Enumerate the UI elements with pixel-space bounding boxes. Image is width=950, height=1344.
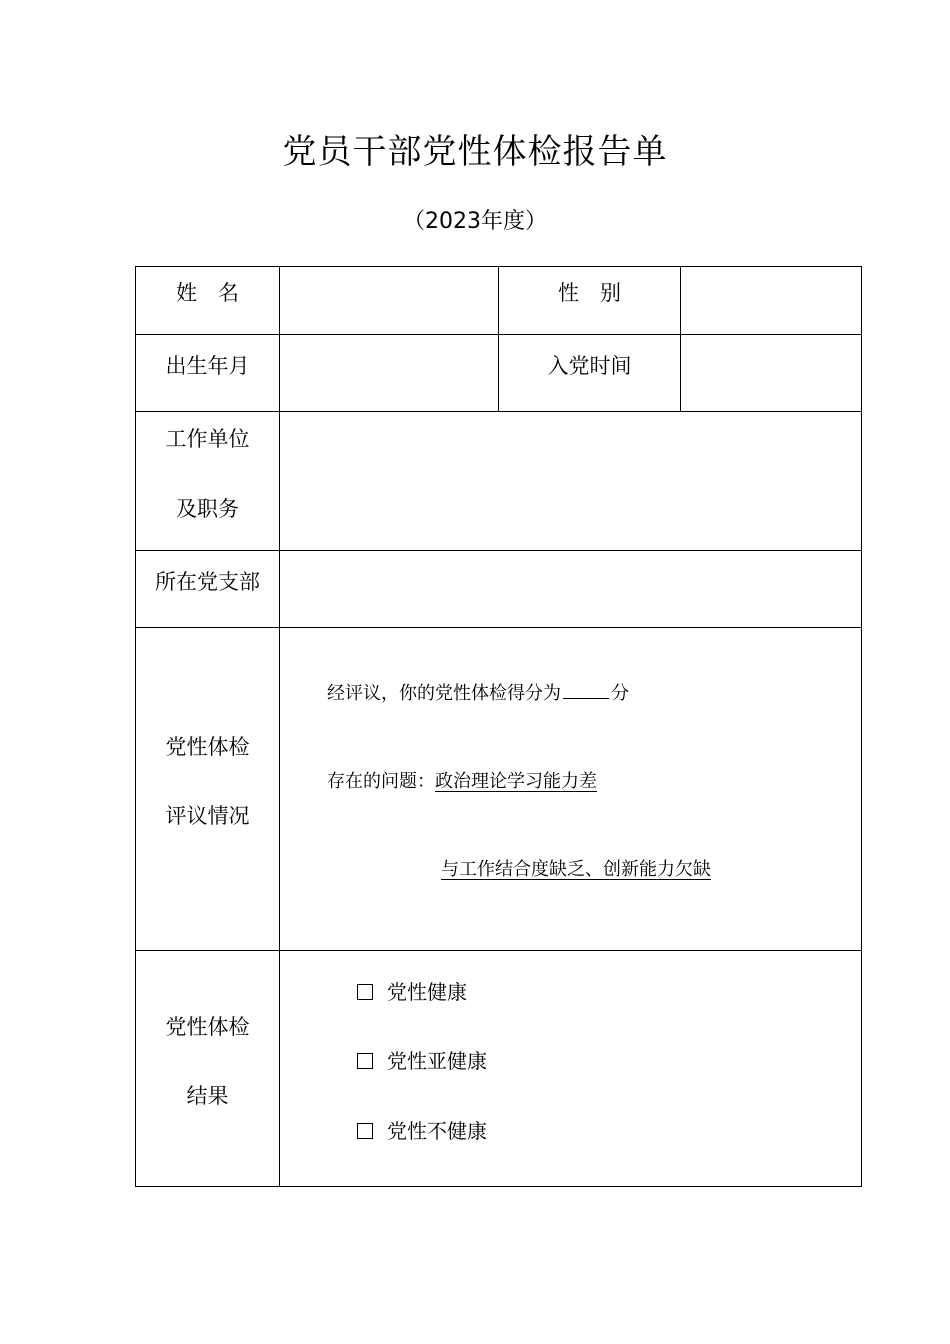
name-label: 姓 名 <box>176 281 239 305</box>
unit-label-line1: 工作单位 <box>165 427 250 451</box>
review-label-line1: 党性体检 <box>165 735 250 759</box>
checkbox-icon[interactable] <box>357 1123 373 1139</box>
result-option-label: 党性亚健康 <box>387 1049 487 1073</box>
result-label-line1: 党性体检 <box>165 1015 250 1039</box>
row-divider <box>135 950 862 951</box>
result-option-unhealthy[interactable] <box>357 1116 487 1146</box>
birth-label: 出生年月 <box>165 354 250 378</box>
document-year: （2023年度） <box>403 209 547 234</box>
gender-field[interactable] <box>682 268 860 334</box>
score-blank[interactable] <box>563 680 609 699</box>
problem-line <box>327 768 597 796</box>
problem-text-line2: 与工作结合度缺乏、创新能力欠缺 <box>441 859 711 880</box>
column-divider <box>680 266 681 412</box>
result-option-label: 党性不健康 <box>387 1119 487 1143</box>
score-suffix: 分 <box>611 683 629 704</box>
birth-field[interactable] <box>281 336 497 411</box>
gender-label: 性 别 <box>558 281 621 305</box>
row-divider <box>135 627 862 628</box>
score-line <box>327 680 629 708</box>
result-label-line2: 结果 <box>186 1084 229 1108</box>
unit-field[interactable] <box>281 413 860 550</box>
problem-prefix: 存在的问题： <box>327 771 435 792</box>
result-option-healthy[interactable] <box>357 977 467 1007</box>
review-label-line2: 评议情况 <box>165 804 250 828</box>
unit-label-line2: 及职务 <box>176 497 239 521</box>
checkbox-icon[interactable] <box>357 1053 373 1069</box>
name-field[interactable] <box>281 268 497 334</box>
join-date-field[interactable] <box>682 336 860 411</box>
problem-text-line1: 政治理论学习能力差 <box>435 771 597 792</box>
branch-field[interactable] <box>281 552 860 627</box>
document-title: 党员干部党性体检报告单 <box>282 132 668 172</box>
checkbox-icon[interactable] <box>357 984 373 1000</box>
result-option-label: 党性健康 <box>387 980 467 1004</box>
score-prefix: 经评议，你的党性体检得分为 <box>327 683 561 704</box>
column-divider <box>279 266 280 1187</box>
result-option-subhealthy[interactable] <box>357 1046 487 1076</box>
join-date-label: 入党时间 <box>547 354 632 378</box>
branch-label: 所在党支部 <box>155 570 260 594</box>
row-divider <box>135 550 862 551</box>
